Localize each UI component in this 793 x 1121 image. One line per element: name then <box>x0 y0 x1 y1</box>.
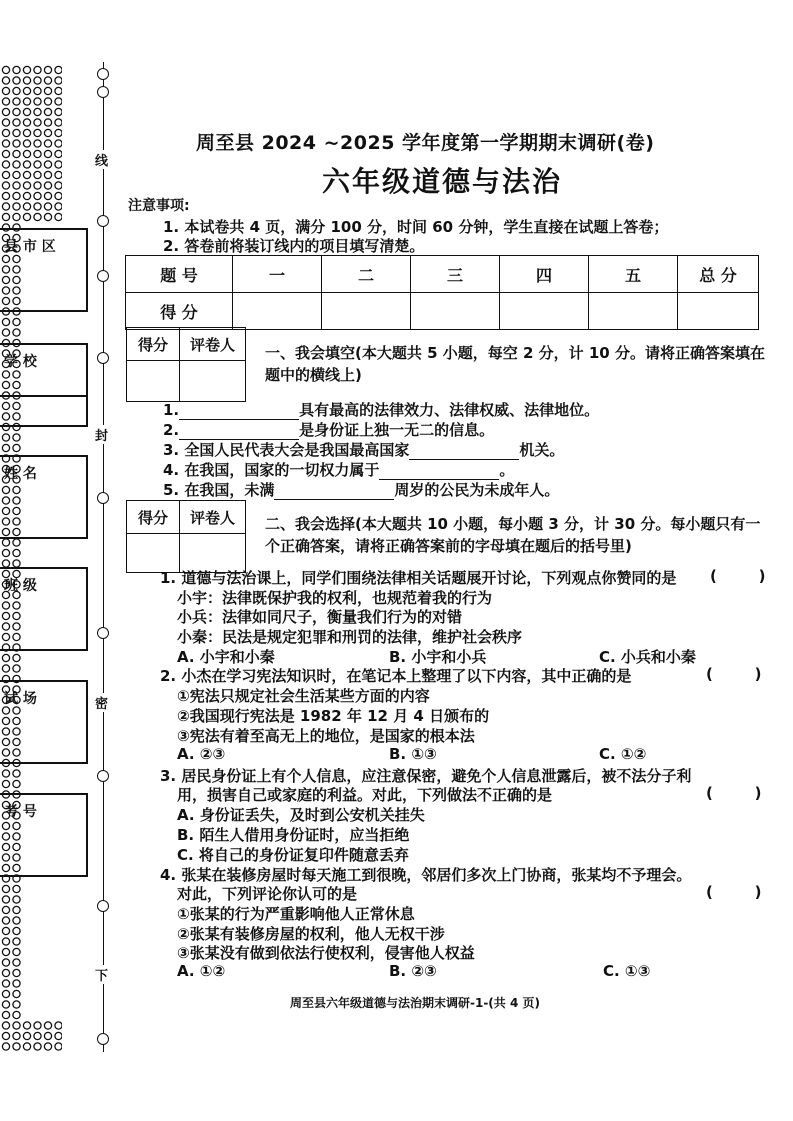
question-text: 是身份证上独一无二的信息。 <box>299 421 495 439</box>
grader-score-cell[interactable] <box>127 361 180 402</box>
cut-circle <box>97 352 109 364</box>
class-label: 班 级 <box>4 578 37 594</box>
notice-heading: 注意事项: <box>128 198 190 214</box>
binding-dot-pattern <box>0 64 62 1054</box>
class-field[interactable] <box>0 567 88 651</box>
question-text: 。 <box>499 461 515 479</box>
score-table-header: 总 分 <box>678 256 759 293</box>
cut-mark-mi: 密 <box>95 693 108 712</box>
section1-title: 一、我会填空(本大题共 5 小题，每空 2 分，计 10 分。请将正确答案填在题中的横线上) <box>265 344 765 384</box>
exam-title: 周至县 2024 ~2025 学年度第一学期期末调研(卷) <box>196 132 655 154</box>
score-table-header: 四 <box>500 256 589 293</box>
score-table-header: 二 <box>322 256 411 293</box>
notice-item: 1. 本试卷共 4 页，满分 100 分，时间 60 分钟，学生直接在试题上答卷； <box>163 218 669 236</box>
q4-option-b[interactable]: B. ②③ <box>389 962 437 980</box>
question-text: 具有最高的法律效力、法律权威、法律地位。 <box>299 401 600 419</box>
score-table-header: 五 <box>589 256 678 293</box>
school-field[interactable] <box>0 343 88 427</box>
cut-circle <box>97 270 109 282</box>
score-table-header: 三 <box>411 256 500 293</box>
county-label: 县 市 区 <box>4 239 56 255</box>
q2-option-b[interactable]: B. ①③ <box>389 745 437 763</box>
choice-question-4-stem-cont: 对此，下列评论你认可的是 <box>177 885 358 903</box>
cut-circle <box>97 68 109 80</box>
score-table-header: 一 <box>233 256 322 293</box>
q1-option-b[interactable]: B. 小宇和小兵 <box>389 648 487 666</box>
q2-statement: ②我国现行宪法是 1982 年 12 月 4 日颁布的 <box>177 707 490 725</box>
cut-mark-xian: 线 <box>95 150 108 169</box>
question-number: 2. <box>163 421 180 439</box>
answer-blank[interactable] <box>179 421 299 440</box>
score-cell[interactable] <box>411 293 500 330</box>
cut-mark-xia: 下 <box>95 965 108 984</box>
grader-score-label: 得分 <box>127 501 180 534</box>
cut-circle <box>97 627 109 639</box>
score-cell[interactable] <box>589 293 678 330</box>
page-footer: 周至县六年级道德与法治期末调研-1-(共 4 页) <box>290 996 540 1010</box>
q4-statement: ③张某没有做到依法行使权利，侵害他人权益 <box>177 944 475 962</box>
question-text: 周岁的公民为未成年人。 <box>394 481 560 499</box>
county-field[interactable] <box>0 228 88 312</box>
answer-blank[interactable] <box>409 441 519 460</box>
score-cell[interactable] <box>233 293 322 330</box>
q2-statement: ①宪法只规定社会生活某些方面的内容 <box>177 687 430 705</box>
q4-option-a[interactable]: A. ①② <box>177 962 226 980</box>
score-row-label: 得 分 <box>126 293 233 330</box>
exam-room-field[interactable] <box>0 680 88 764</box>
fill-question-4 <box>163 459 514 480</box>
exam-number-label: 考 号 <box>4 804 37 820</box>
q2-statement: ③宪法有着至高无上的地位，是国家的根本法 <box>177 727 475 745</box>
answer-paren[interactable]: ( ) <box>710 567 766 585</box>
q1-option-c[interactable]: C. 小兵和小秦 <box>599 648 696 666</box>
cut-circle <box>97 492 109 504</box>
answer-blank[interactable] <box>179 401 299 420</box>
score-table-header: 题 号 <box>126 256 233 293</box>
q3-option-c[interactable]: C. 将自己的身份证复印件随意丢弃 <box>177 846 409 864</box>
q4-option-c[interactable]: C. ①③ <box>603 962 651 980</box>
question-text: 5. 在我国，未满 <box>163 481 275 499</box>
notice-item: 2. 答卷前将装订线内的项目填写清楚。 <box>163 237 425 255</box>
answer-paren[interactable]: ( ) <box>706 665 762 683</box>
question-number: 1. <box>163 401 180 419</box>
choice-question-1-stem: 1. 道德与法治课上，同学们围绕法律相关话题展开讨论，下列观点你赞同的是 <box>160 569 677 587</box>
grader-reviewer-cell[interactable] <box>180 361 246 402</box>
q4-statement: ②张某有装修房屋的权利，他人无权干涉 <box>177 925 445 943</box>
score-table-header-row <box>126 256 759 293</box>
q1-statement: 小兵：法律如同尺子，衡量我们行为的对错 <box>177 608 463 626</box>
subject-title: 六年级道德与法治 <box>322 165 563 198</box>
q1-option-a[interactable]: A. 小宇和小秦 <box>177 648 275 666</box>
q1-statement: 小宇：法律既保护我的权利，也规范着我的行为 <box>177 589 493 607</box>
grader-reviewer-label: 评卷人 <box>180 328 246 361</box>
question-text: 机关。 <box>519 441 565 459</box>
answer-paren[interactable]: ( ) <box>706 784 762 802</box>
name-label: 姓 名 <box>4 466 37 482</box>
grader-score-label: 得分 <box>127 328 180 361</box>
choice-question-3-stem-cont: 用，损害自己或家庭的利益。对此，下列做法不正确的是 <box>177 786 553 804</box>
score-cell[interactable] <box>500 293 589 330</box>
fill-question-2 <box>163 419 494 440</box>
question-text: 4. 在我国，国家的一切权力属于 <box>163 461 380 479</box>
score-table-row <box>126 293 759 330</box>
exam-number-field[interactable] <box>0 793 88 877</box>
q3-option-a[interactable]: A. 身份证丢失，及时到公安机关挂失 <box>177 806 425 824</box>
name-field[interactable] <box>0 455 88 539</box>
grader-reviewer-label: 评卷人 <box>180 501 246 534</box>
score-cell[interactable] <box>322 293 411 330</box>
cut-circle <box>97 900 109 912</box>
choice-question-2-stem: 2. 小杰在学习宪法知识时，在笔记本上整理了以下内容，其中正确的是 <box>160 667 632 685</box>
score-cell[interactable] <box>678 293 759 330</box>
q2-option-a[interactable]: A. ②③ <box>177 745 226 763</box>
fill-question-5 <box>163 479 559 500</box>
exam-room-label: 试 场 <box>4 691 37 707</box>
grader-box <box>126 500 246 573</box>
school-label: 学 校 <box>4 354 37 370</box>
cut-circle <box>97 1033 109 1045</box>
choice-question-4-stem: 4. 张某在装修房屋时每天施工到很晚，邻居们多次上门协商，张某均不予理会。 <box>160 866 692 884</box>
score-table <box>125 255 759 330</box>
answer-paren[interactable]: ( ) <box>706 883 762 901</box>
answer-blank[interactable] <box>379 461 499 480</box>
question-text: 3. 全国人民代表大会是我国最高国家 <box>163 441 410 459</box>
cut-circle <box>97 215 109 227</box>
fill-question-3 <box>163 439 564 460</box>
q4-statement: ①张某的行为严重影响他人正常休息 <box>177 905 415 923</box>
q1-statement: 小秦：民法是规定犯罪和刑罚的法律，维护社会秩序 <box>177 628 523 646</box>
section2-title: 二、我会选择(本大题共 10 小题，每小题 3 分，计 30 分。每小题只有一个正确答案，请将正确答案前的字母填在题后的括号里) <box>265 515 761 555</box>
cut-circle <box>97 770 109 782</box>
grader-box <box>126 327 246 402</box>
answer-blank[interactable] <box>274 481 394 500</box>
q3-option-b[interactable]: B. 陌生人借用身份证时，应当拒绝 <box>177 826 410 844</box>
cut-mark-feng: 封 <box>95 425 108 444</box>
cut-circle <box>97 86 109 98</box>
q2-option-c[interactable]: C. ①② <box>599 745 647 763</box>
fill-question-1 <box>163 399 599 420</box>
choice-question-3-stem: 3. 居民身份证上有个人信息，应注意保密，避免个人信息泄露后，被不法分子利 <box>160 767 692 785</box>
